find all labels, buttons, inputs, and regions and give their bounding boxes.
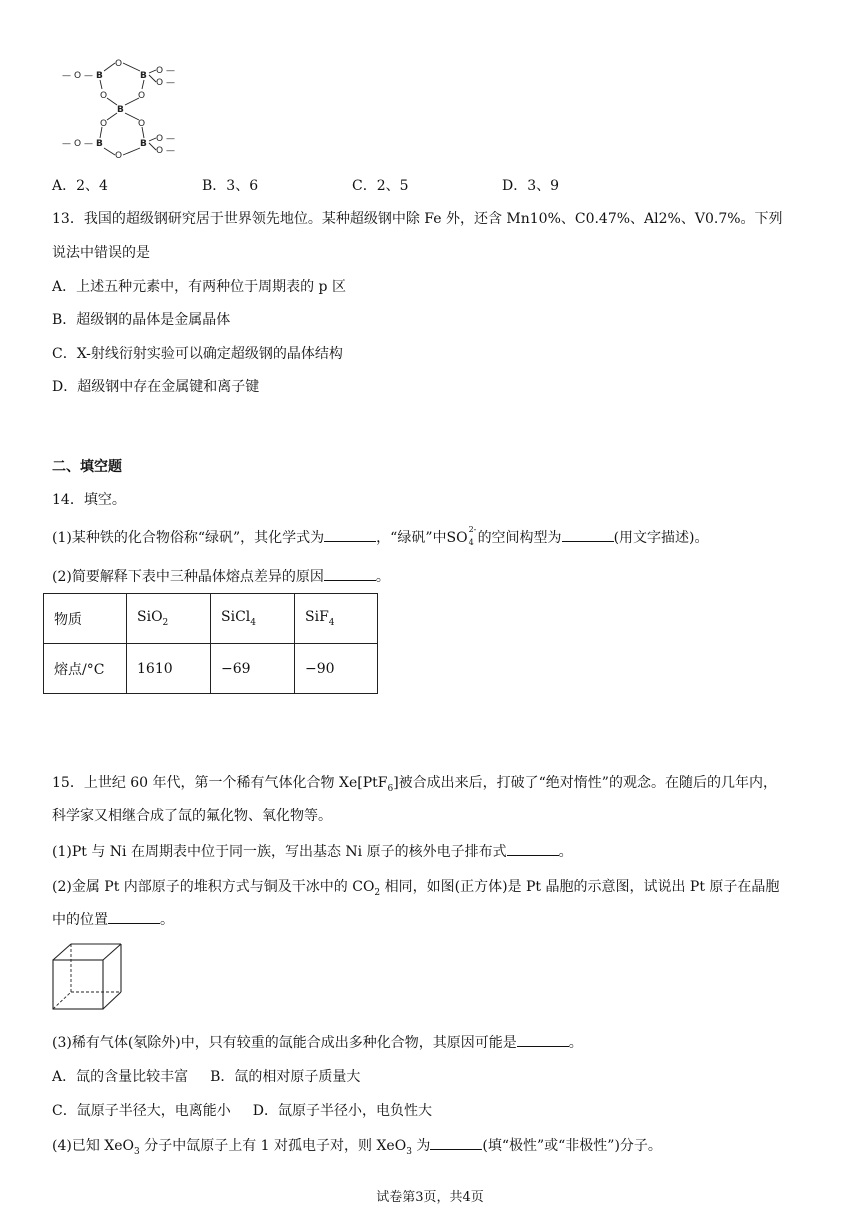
q13-option-d: D．超级钢中存在金属键和离子键 [52, 379, 260, 395]
q15-stem-line2: 科学家又相继合成了氙的氟化物、氧化物等。 [52, 808, 332, 824]
svg-text:B: B [140, 139, 147, 149]
table-cell: −90 [295, 644, 378, 694]
table-row [44, 644, 378, 694]
table-cell: SiO$_2$ [127, 594, 211, 644]
table-cell: 物质 [44, 594, 127, 644]
q14-part1: (1)某种铁的化合物俗称“绿矾”，其化学式为 ，“绿矾”中SO 2- 4 的空间构型为 (用文字描述)。 [52, 525, 709, 547]
answer-blank[interactable] [430, 1137, 482, 1150]
svg-text:O: O [156, 66, 164, 76]
table-header-row [44, 594, 378, 644]
svg-text:O: O [74, 139, 82, 149]
bond-text: — [62, 71, 71, 81]
table-cell: SiF$_4$ [295, 594, 378, 644]
borate-structure-figure [60, 56, 190, 162]
svg-text:O: O [156, 134, 164, 144]
answer-blank[interactable] [507, 843, 559, 856]
svg-text:O: O [156, 78, 164, 88]
q14-part2: (2)简要解释下表中三种晶体熔点差异的原因 。 [52, 569, 390, 585]
table-cell: −69 [211, 644, 295, 694]
q12-option-d: D．3、9 [502, 178, 560, 194]
table-cell: SiCl$_4$ [211, 594, 295, 644]
q15-part3: (3)稀有气体(氡除外)中，只有较重的氙能合成出多种化合物，其原因可能是 。 [52, 1035, 583, 1051]
q12-option-c: C．2、5 [352, 178, 409, 194]
cube-unit-cell-figure [50, 942, 130, 1012]
q15-part1: (1)Pt 与 Ni 在周期表中位于同一族，写出基态 Ni 原子的核外电子排布式 。 [52, 844, 573, 860]
svg-text:O: O [115, 59, 123, 69]
table-cell: 熔点/°C [44, 644, 127, 694]
melting-point-table [43, 593, 378, 694]
svg-text:B: B [140, 71, 147, 81]
q15-stem-line1: 15．上世纪 60 年代，第一个稀有气体化合物 Xe[PtF$_6$]被合成出来后，打破了“绝对惰性”的观念。在随后的几年内， [52, 775, 777, 794]
q13-option-c: C．X-射线衍射实验可以确定超级钢的晶体结构 [52, 346, 343, 362]
svg-text:—: — [166, 78, 175, 88]
section-title: 二、填空题 [52, 459, 122, 475]
answer-blank[interactable] [324, 568, 376, 581]
svg-text:—: — [166, 66, 175, 76]
svg-text:B: B [96, 139, 103, 149]
svg-text:—: — [166, 134, 175, 144]
svg-text:—: — [84, 71, 93, 81]
answer-blank[interactable] [108, 911, 160, 924]
svg-text:O: O [156, 146, 164, 156]
table-cell: 1610 [127, 644, 211, 694]
svg-text:O: O [138, 91, 146, 101]
svg-text:B: B [96, 71, 103, 81]
svg-text:O: O [100, 91, 108, 101]
svg-text:O: O [115, 151, 123, 161]
svg-text:—: — [166, 146, 175, 156]
q12-option-a: A．2、4 [52, 178, 108, 194]
answer-blank[interactable] [517, 1034, 569, 1047]
q13-stem-line1: 13．我国的超级钢研究居于世界领先地位。某种超级钢中除 Fe 外，还含 Mn10%、C0.47%、Al2%、V0.7%。下列 [52, 211, 783, 227]
svg-text:O: O [138, 119, 146, 129]
svg-text:—: — [62, 139, 71, 149]
answer-blank[interactable] [324, 529, 376, 542]
q15-part4: (4)已知 XeO$_3$ 分子中氙原子上有 1 对孤电子对，则 XeO$_3$ 为 (填“极性”或“非极性”)分子。 [52, 1138, 662, 1157]
q14-stem: 14．填空。 [52, 492, 126, 508]
svg-text:O: O [100, 119, 108, 129]
q15-part2-line2: 中的位置 。 [52, 912, 174, 928]
svg-text:—: — [84, 139, 93, 149]
q13-option-b: B．超级钢的晶体是金属晶体 [52, 312, 231, 328]
page-footer: 试卷第3页，共4页 [376, 1190, 484, 1205]
q15-part3-options-2: C．氙原子半径大，电离能小 D．氙原子半径小，电负性大 [52, 1103, 432, 1119]
q15-part2-line1: (2)金属 Pt 内部原子的堆积方式与铜及干冰中的 $CO_2$ 相同，如图(正方体)是 Pt 晶胞的示意图，试说出 Pt 原子在晶胞 [52, 879, 780, 898]
q12-option-b: B．3、6 [202, 178, 259, 194]
answer-blank[interactable] [562, 529, 614, 542]
q13-stem-line2: 说法中错误的是 [52, 245, 150, 261]
svg-text:B: B [117, 105, 124, 115]
q13-option-a: A．上述五种元素中，有两种位于周期表的 p 区 [52, 279, 346, 295]
o-atom: O [74, 71, 82, 81]
q15-part3-options-1: A．氙的含量比较丰富 B．氙的相对原子质量大 [52, 1069, 361, 1085]
